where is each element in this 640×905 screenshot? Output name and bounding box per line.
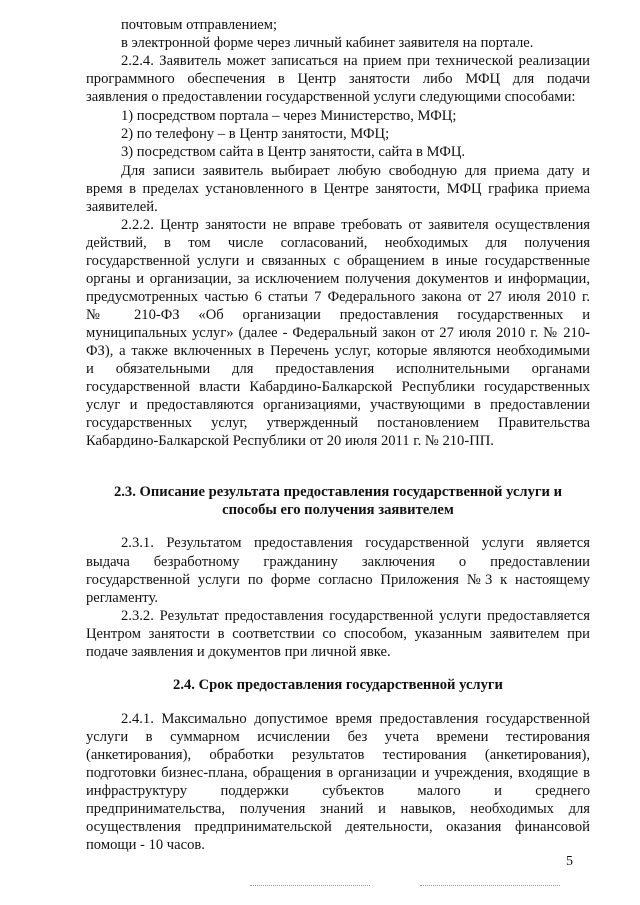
text-line: 2.4.1. Максимально допустимое время предоставления государственной xyxy=(121,711,590,727)
section-heading: 2.4. Срок предоставления государственной услуги xyxy=(173,677,503,693)
scan-artifact-line xyxy=(420,885,560,886)
scan-artifact-line xyxy=(250,885,370,886)
text-line: программного обеспечения в Центр занятости либо МФЦ для подачи xyxy=(86,71,590,87)
text-line: действий, в том числе согласований, необходимых для получения xyxy=(86,235,590,251)
text-line: регламенту. xyxy=(86,590,158,606)
text-line: предусмотренных частью 6 статьи 7 Федерального закона от 27 июля 2010 г. xyxy=(86,289,590,305)
text-line: подготовки бизнес-плана, обращения в организации и учреждения, входящие в xyxy=(86,765,590,781)
text-line: ФЗ), а также включенных в Перечень услуг, которые являются необходимыми xyxy=(86,343,590,359)
text-line: услуги в суммарном исчислении без учета времени тестирования xyxy=(86,729,590,745)
text-line: заявления о предоставлении государственной услуги следующими способами: xyxy=(86,89,576,105)
text-line: 2.3.1. Результатом предоставления государственной услуги является xyxy=(121,535,590,551)
text-line: 1) посредством портала – через Министерство, МФЦ; xyxy=(121,108,457,124)
text-line: государственных услуг, утвержденный постановлением Правительства xyxy=(86,415,590,431)
text-line: муниципальных услуг» (далее - Федеральный закон от 27 июля 2010 г. № 210- xyxy=(86,325,590,341)
text-line: и обязательными для предоставления исполнительными органами xyxy=(86,361,590,377)
text-line: Для записи заявитель выбирает любую свободную для приема дату и xyxy=(121,163,590,179)
text-line: почтовым отправлением; xyxy=(121,17,278,33)
text-line: предпринимательства, получения знаний и навыков, необходимых для xyxy=(86,801,590,817)
section-heading: 2.3. Описание результата предоставления государственной услуги и xyxy=(113,484,562,500)
text-line: Кабардино-Балкарской Республики от 20 июля 2011 г. № 210-ПП. xyxy=(86,433,494,449)
text-line: государственной услуги по форме согласно Приложения №3 к настоящему xyxy=(86,572,590,588)
text-line: Центром занятости в соответствии со способом, указанным заявителем при xyxy=(86,626,590,642)
page-number: 5 xyxy=(566,854,573,869)
text-line: (анкетирования), обработки результатов тестирования (анкетирования), xyxy=(86,747,590,763)
text-line: 2.3.2. Результат предоставления государственной услуги предоставляется xyxy=(121,608,590,624)
text-line: услуг и предоставляются организациями, участвующими в предоставлении xyxy=(86,397,590,413)
text-line: выдача безработному гражданину заключения о предоставлении xyxy=(86,554,590,570)
text-line: в электронной форме через личный кабинет заявителя на портале. xyxy=(121,35,534,51)
text-line: осуществления предпринимательской деятельности, оказания финансовой xyxy=(86,819,590,835)
section-heading: способы его получения заявителем xyxy=(222,502,454,518)
text-line: государственной услуги и связанных с обращением в иные государственные xyxy=(86,253,590,269)
text-line: помощи - 10 часов. xyxy=(86,837,205,853)
text-line: органы и организации, за исключением получения документов и информации, xyxy=(86,271,590,287)
text-line: 2.2.4. Заявитель может записаться на прием при технической реализации xyxy=(121,53,590,69)
text-line: время в пределах установленного в Центре занятости, МФЦ графика приема xyxy=(86,181,590,197)
text-line: 2) по телефону – в Центр занятости, МФЦ; xyxy=(121,126,390,142)
text-line: государственной власти Кабардино-Балкарской Республики государственных xyxy=(86,379,590,395)
text-line: 3) посредством сайта в Центр занятости, сайта в МФЦ. xyxy=(121,144,466,160)
text-line: № 210-ФЗ «Об организации предоставления государственных и xyxy=(86,307,590,323)
text-line: инфраструктуру поддержки субъектов малого и среднего xyxy=(86,783,590,799)
text-line: заявителей. xyxy=(86,199,158,215)
text-line: подаче заявления и документов при личной явке. xyxy=(86,644,391,660)
text-line: 2.2.2. Центр занятости не вправе требовать от заявителя осуществления xyxy=(121,217,590,233)
